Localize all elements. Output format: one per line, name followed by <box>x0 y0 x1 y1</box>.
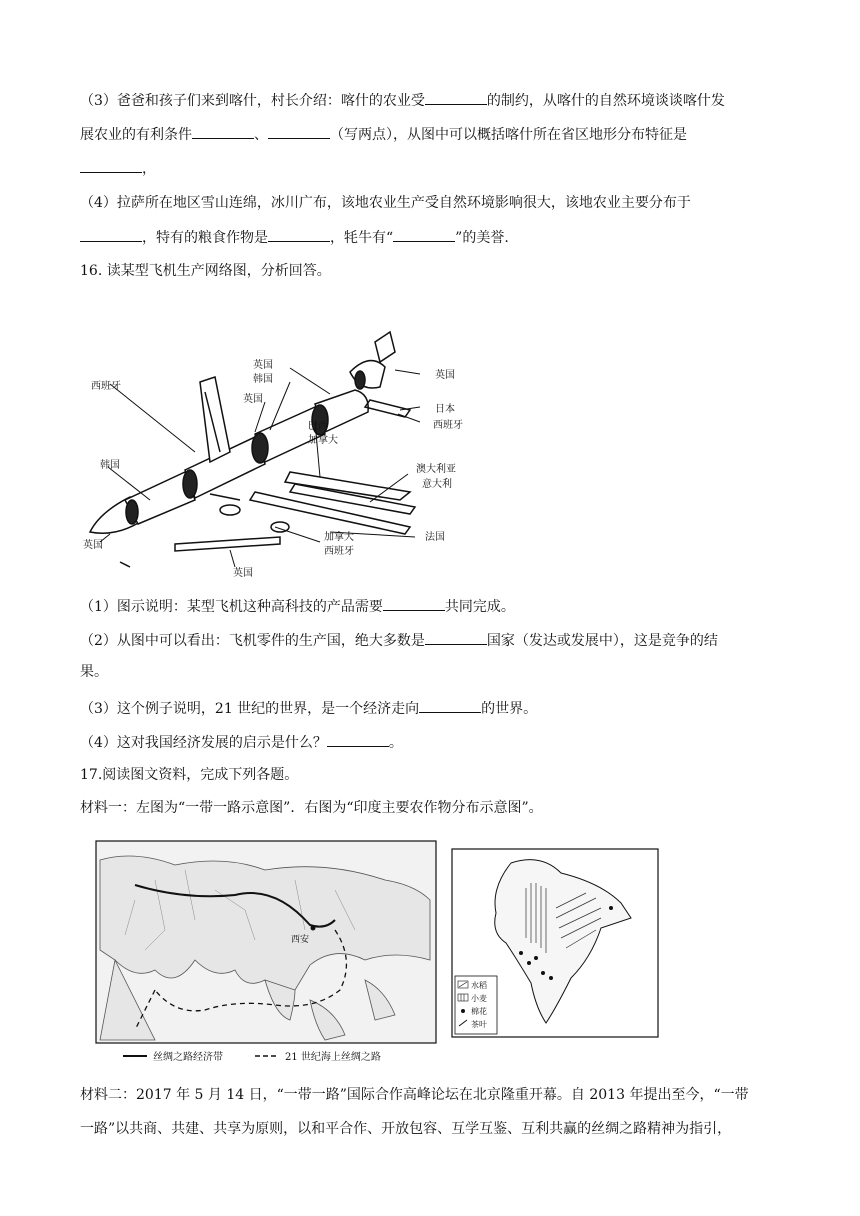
q15-text: 展农业的有利条件 <box>80 127 192 143</box>
map-city-xian: 西安 <box>291 935 310 945</box>
q15-text: （3）爸爸和孩子们来到喀什，村长介绍：喀什的农业受 <box>80 93 425 109</box>
answer-blank[interactable] <box>383 596 445 611</box>
label-canada-mid: 加拿大 <box>308 435 338 446</box>
q15-text: 、 <box>254 127 268 143</box>
answer-blank[interactable] <box>80 158 142 173</box>
q16-text: 的世界。 <box>481 701 538 717</box>
label-korea-left: 韩国 <box>100 460 120 471</box>
q16-part2-line1 <box>80 630 718 651</box>
q16-part4 <box>80 732 403 753</box>
q15-text: ，特有的粮食作物是 <box>142 230 268 246</box>
q15-part3-line2 <box>80 124 687 145</box>
answer-blank[interactable] <box>393 227 455 242</box>
q15-text: ”的美誉. <box>455 230 509 246</box>
aircraft-exploded-diagram <box>80 322 480 582</box>
label-italy: 意大利 <box>422 479 452 490</box>
q16-part1 <box>80 596 515 617</box>
answer-blank[interactable] <box>268 124 330 139</box>
label-spain-low: 西班牙 <box>324 546 354 557</box>
answer-blank[interactable] <box>268 227 330 242</box>
label-brazil: 巴西 <box>308 421 328 432</box>
legend-cotton: 棉花 <box>471 1007 487 1016</box>
legend-rice: 水稻 <box>471 981 487 990</box>
q17-material1: 材料一：左图为“一带一路示意图”．右图为“印度主要农作物分布示意图”。 <box>80 800 543 816</box>
map-legend-silk-road-belt: 丝绸之路经济带 <box>153 1052 223 1063</box>
label-uk-right: 英国 <box>435 370 455 381</box>
label-france: 法国 <box>425 532 445 543</box>
q15-part4-line2 <box>80 227 509 248</box>
india-crops-map <box>451 848 659 1038</box>
label-uk-bottom: 英国 <box>233 568 253 579</box>
label-australia: 澳大利亚 <box>416 464 456 475</box>
q17-material2-line2: 一路”以共商、共建、共享为原则，以和平合作、开放包容、互学互鉴、互利共赢的丝绸之路精神为指引， <box>80 1121 732 1137</box>
q16-text: （1）图示说明：某型飞机这种高科技的产品需要 <box>80 599 383 615</box>
belt-road-map <box>95 840 437 1068</box>
q15-text: ， <box>142 161 156 177</box>
q15-text: （4）拉萨所在地区雪山连绵，冰川广布，该地农业生产受自然环境影响很大，该地农业主要分布于 <box>80 195 691 211</box>
q17-material2-line1: 材料二：2017 年 5 月 14 日，“一带一路”国际合作高峰论坛在北京隆重开幕。自 2013 年提出至今，“一带 <box>80 1087 749 1103</box>
q15-part3-line3 <box>80 158 156 179</box>
q15-part3-line1 <box>80 90 725 111</box>
answer-blank[interactable] <box>192 124 254 139</box>
q17-title: 17.阅读图文资料，完成下列各题。 <box>80 767 299 783</box>
q16-text: 共同完成。 <box>444 599 515 615</box>
belt-road-map-svg <box>95 840 437 1068</box>
q16-text: （2）从图中可以看出：飞机零件的生产国，绝大多数是 <box>80 633 425 649</box>
label-uk-top: 英国 <box>253 360 273 371</box>
q16-title: 16. 读某型飞机生产网络图，分析回答。 <box>80 263 331 279</box>
aircraft-production-figure <box>80 322 480 582</box>
label-spain-right: 西班牙 <box>433 420 463 431</box>
q16-text: （4）这对我国经济发展的启示是什么？ <box>80 735 327 751</box>
label-korea-top: 韩国 <box>253 374 273 385</box>
q15-text: ，牦牛有“ <box>330 230 394 246</box>
q15-part4-line1 <box>80 193 691 213</box>
map-legend-maritime-silk-road: 21 世纪海上丝绸之路 <box>285 1052 381 1063</box>
legend-wheat: 小麦 <box>471 994 487 1003</box>
q16-text: 国家（发达或发展中），这是竞争的结 <box>486 633 718 649</box>
q16-part2-line2: 果。 <box>80 664 108 680</box>
q15-text: （写两点），从图中可以概括喀什所在省区地形分布特征是 <box>330 127 687 143</box>
answer-blank[interactable] <box>425 90 487 105</box>
q16-part3 <box>80 698 537 719</box>
answer-blank[interactable] <box>425 630 487 645</box>
answer-blank[interactable] <box>327 732 389 747</box>
label-spain-left: 西班牙 <box>91 381 121 392</box>
label-canada-low: 加拿大 <box>324 532 354 543</box>
label-uk-bottom-left: 英国 <box>83 540 103 551</box>
q16-text: （3）这个例子说明，21 世纪的世界，是一个经济走向 <box>80 701 420 717</box>
q15-text: 的制约，从喀什的自然环境谈谈喀什发 <box>486 93 725 109</box>
legend-tea: 茶叶 <box>471 1020 487 1029</box>
q16-text: 。 <box>388 735 403 751</box>
label-japan: 日本 <box>435 404 455 415</box>
answer-blank[interactable] <box>419 698 481 713</box>
label-uk-mid: 英国 <box>243 394 263 405</box>
answer-blank[interactable] <box>80 227 142 242</box>
india-crops-map-svg <box>451 848 659 1038</box>
